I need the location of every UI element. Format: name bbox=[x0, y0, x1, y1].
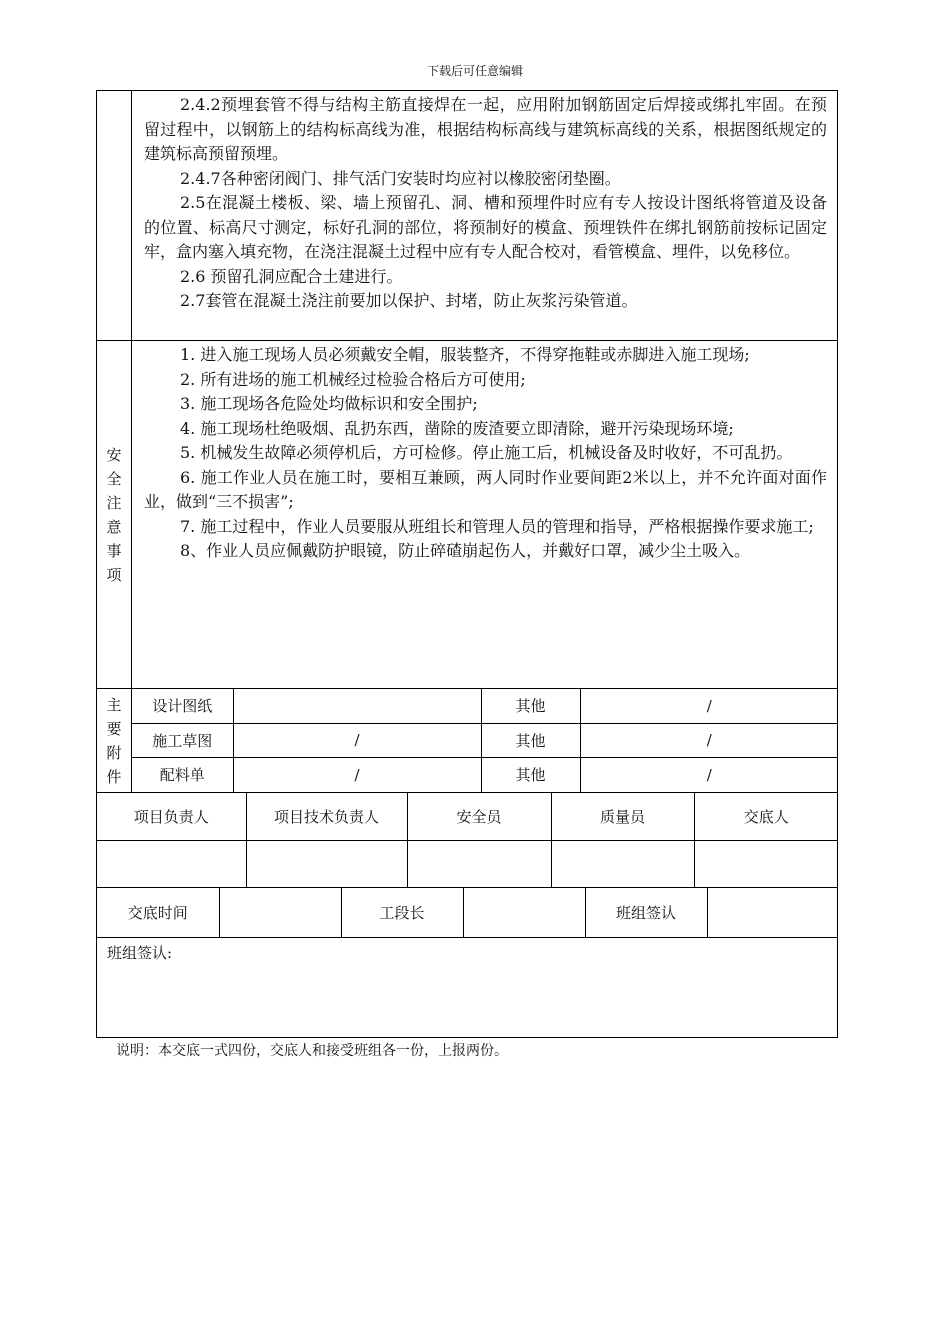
attachment-name: 配料单 bbox=[132, 757, 233, 792]
signature-field[interactable] bbox=[407, 840, 551, 887]
safety-item: 8、作业人员应佩戴防护眼镜，防止碎碴崩起伤人，并戴好口罩，减少尘土吸入。 bbox=[180, 541, 751, 560]
signers-cell bbox=[97, 793, 838, 888]
team-sign-label: 班组签认 bbox=[585, 888, 707, 937]
attachments-cell bbox=[132, 689, 838, 793]
signature-field[interactable] bbox=[246, 840, 407, 887]
time-field[interactable] bbox=[219, 888, 341, 937]
attachments-label: 主 要 附 件 bbox=[106, 695, 122, 786]
attachment-value: / bbox=[233, 723, 481, 757]
footnote: 说明：本交底一式四份，交底人和接受班组各一份，上报两份。 bbox=[116, 1043, 508, 1059]
attachment-name: 设计图纸 bbox=[132, 689, 233, 723]
tech-item: 2.7套管在混凝土浇注前要加以保护、封堵，防止灰浆污染管道。 bbox=[180, 291, 638, 310]
attachment-other-value: / bbox=[580, 689, 838, 723]
tech-item: 2.5在混凝土楼板、梁、墙上预留孔、洞、槽和预埋件时应有专人按设计图纸将管道及设备的位置、标高尺寸测定，标好孔洞的部位，将预制好的模盒、预埋铁件在绑扎钢筋前按标记固定牢，盒内塞入填充物，在浇注混凝土过程中应有专人配合校对，看管模盒、埋件，以免移位。 bbox=[144, 193, 827, 261]
tech-item: 2.4.2预埋套管不得与结构主筋直接焊在一起，应用附加钢筋固定后焊接或绑扎牢固。在预留过程中，以钢筋上的结构标高线为准，根据结构标高线与建筑标高线的关系，根据图纸规定的建筑标高预留预埋。 bbox=[144, 95, 827, 163]
signer-header: 安全员 bbox=[407, 793, 551, 840]
safety-item: 4. 施工现场杜绝吸烟、乱扔东西，凿除的废渣要立即清除，避开污染现场环境; bbox=[180, 418, 734, 438]
attachment-other-value: / bbox=[580, 723, 838, 757]
time-row-cell bbox=[97, 888, 838, 938]
safety-item: 1. 进入施工现场人员必须戴安全帽，服装整齐，不得穿拖鞋或赤脚进入施工现场; bbox=[180, 345, 750, 364]
signer-header: 项目技术负责人 bbox=[246, 793, 407, 840]
attachment-name: 施工草图 bbox=[132, 723, 233, 757]
attachment-value bbox=[233, 689, 481, 723]
safety-label: 安 全 注 意 事 项 bbox=[106, 445, 122, 584]
safety-item: 6. 施工作业人员在施工时，要相互兼顾，两人同时作业要间距2米以上，并不允许面对面作业，做到“三不损害”; bbox=[144, 467, 827, 511]
section-chief-label: 工段长 bbox=[341, 888, 463, 937]
signer-header: 项目负责人 bbox=[97, 793, 246, 840]
attachments-table bbox=[132, 689, 838, 792]
signature-field[interactable] bbox=[694, 840, 838, 887]
safety-label-cell bbox=[97, 341, 132, 689]
signer-header: 交底人 bbox=[694, 793, 838, 840]
safety-item: 7. 施工过程中，作业人员要服从班组长和管理人员的管理和指导，严格根据操作要求施工; bbox=[180, 516, 814, 536]
attachment-other-value: / bbox=[580, 757, 838, 792]
attachment-other-label: 其他 bbox=[481, 723, 580, 757]
tech-item: 2.6 预留孔洞应配合土建进行。 bbox=[180, 266, 403, 286]
tech-item: 2.4.7各种密闭阀门、排气活门安装时均应衬以橡胶密闭垫圈。 bbox=[180, 168, 621, 188]
attachment-other-label: 其他 bbox=[481, 689, 580, 723]
safety-item: 5. 机械发生故障必须停机后，方可检修。停止施工后，机械设备及时收好，不可乱扔。 bbox=[180, 443, 793, 462]
section-chief-field[interactable] bbox=[463, 888, 585, 937]
signature-field[interactable] bbox=[551, 840, 694, 887]
safety-item: 2. 所有进场的施工机械经过检验合格后方可使用; bbox=[180, 369, 526, 389]
page-header: 下载后可任意编辑 bbox=[426, 64, 523, 78]
signers-table bbox=[97, 793, 838, 887]
tech-label-cell bbox=[97, 91, 132, 341]
signer-header: 质量员 bbox=[551, 793, 694, 840]
team-sign-box[interactable] bbox=[97, 938, 838, 1038]
signature-field[interactable] bbox=[97, 840, 246, 887]
disclosure-table bbox=[96, 90, 838, 1038]
attachment-value: / bbox=[233, 757, 481, 792]
attachments-label-cell bbox=[97, 689, 132, 793]
attachment-other-label: 其他 bbox=[481, 757, 580, 792]
time-table bbox=[97, 888, 838, 937]
time-label: 交底时间 bbox=[97, 888, 219, 937]
safety-items-cell bbox=[132, 341, 838, 689]
team-sign-field[interactable] bbox=[707, 888, 838, 937]
team-sign-box-label: 班组签认: bbox=[107, 944, 173, 962]
tech-items-cell bbox=[132, 91, 838, 341]
safety-item: 3. 施工现场各危险处均做标识和安全围护; bbox=[180, 394, 478, 413]
